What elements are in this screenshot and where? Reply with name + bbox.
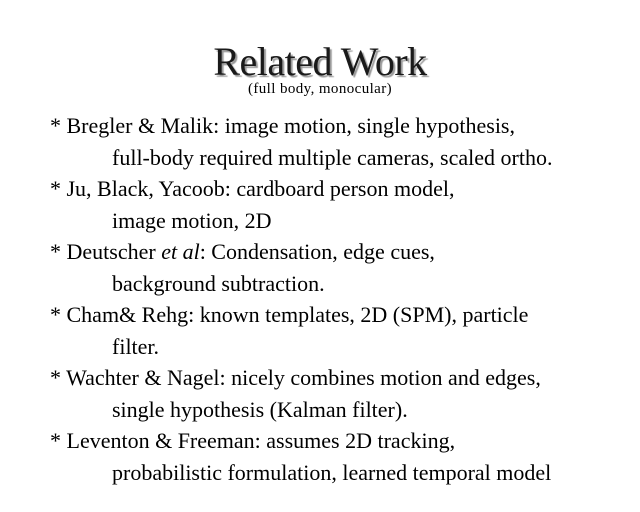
item-first-line bbox=[50, 173, 635, 205]
list-item bbox=[50, 173, 635, 236]
bullet-marker: * bbox=[50, 239, 61, 264]
list-item bbox=[50, 362, 635, 425]
item-text: Leventon & Freeman: assumes 2D tracking, bbox=[66, 428, 456, 453]
bullet-marker: * bbox=[50, 176, 61, 201]
item-emphasis: et al bbox=[161, 239, 200, 264]
slide-title: Related Work bbox=[213, 39, 427, 84]
item-continuation: image motion, 2D bbox=[112, 207, 272, 233]
item-continuation: probabilistic formulation, learned temporal model bbox=[112, 459, 552, 485]
item-first-line bbox=[50, 362, 635, 394]
item-text: Ju, Black, Yacoob: cardboard person model, bbox=[66, 176, 455, 201]
bullet-marker: * bbox=[50, 428, 61, 453]
item-continuation: background subtraction. bbox=[112, 270, 325, 296]
list-item bbox=[50, 425, 635, 488]
item-first-line bbox=[50, 425, 635, 457]
list-item bbox=[50, 110, 635, 173]
item-continuation: filter. bbox=[112, 333, 160, 359]
bullet-marker: * bbox=[50, 113, 61, 138]
item-continuation: full-body required multiple cameras, scaled ortho. bbox=[112, 144, 553, 170]
item-text: Wachter & Nagel: nicely combines motion and edges, bbox=[66, 365, 541, 390]
item-first-line bbox=[50, 299, 635, 331]
bullet-marker: * bbox=[50, 302, 61, 327]
list-item bbox=[50, 299, 635, 362]
slide-subtitle: (full body, monocular) bbox=[247, 81, 393, 97]
item-text: Deutscher bbox=[66, 239, 162, 264]
item-text-after: : Condensation, edge cues, bbox=[199, 239, 435, 264]
item-continuation: single hypothesis (Kalman filter). bbox=[112, 396, 408, 422]
related-work-list bbox=[50, 110, 635, 488]
item-first-line bbox=[50, 236, 635, 268]
item-text: Bregler & Malik: image motion, single hypothesis, bbox=[66, 113, 515, 138]
item-text: Cham& Rehg: known templates, 2D (SPM), particle bbox=[66, 302, 529, 327]
item-first-line bbox=[50, 110, 635, 142]
list-item bbox=[50, 236, 635, 299]
bullet-marker: * bbox=[50, 365, 61, 390]
